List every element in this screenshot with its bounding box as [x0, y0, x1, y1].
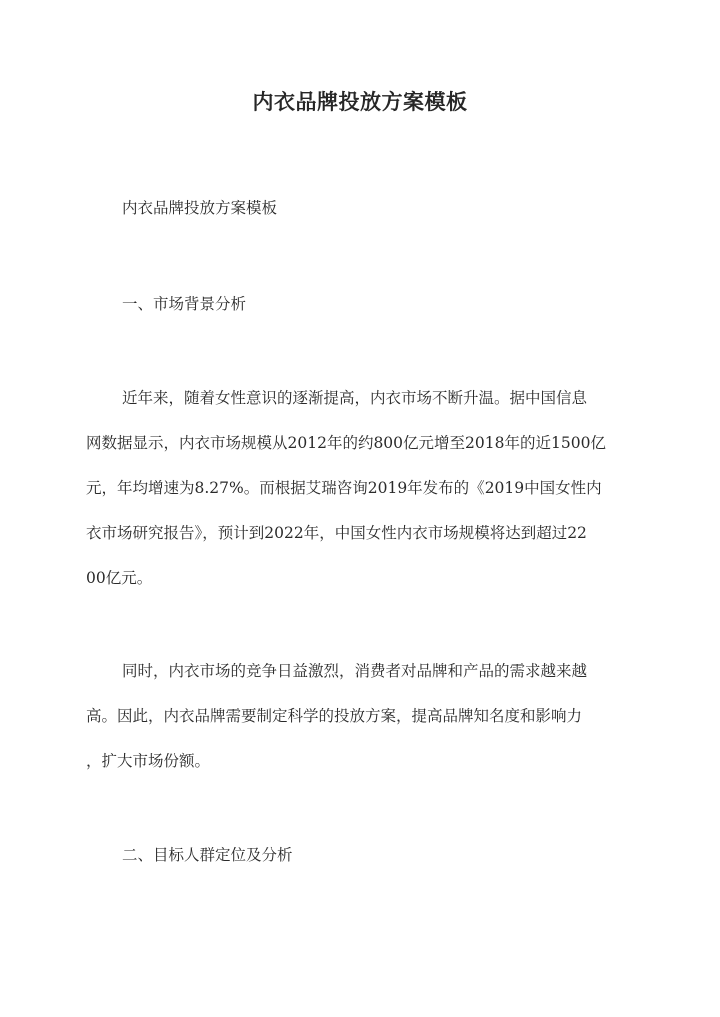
document-subtitle: 内衣品牌投放方案模板 [122, 199, 278, 217]
section-heading-target-audience: 二、目标人群定位及分析 [122, 846, 293, 864]
paragraph-line: 元，年均增速为8.27%。而根据艾瑞咨询2019年发布的《2019中国女性内 [86, 479, 602, 497]
paragraph-line: 网数据显示，内衣市场规模从2012年的约800亿元增至2018年的近1500亿 [86, 434, 606, 452]
paragraph-line: ，扩大市场份额。 [86, 752, 211, 770]
section-heading-market-background: 一、市场背景分析 [122, 295, 247, 313]
paragraph-line: 近年来，随着女性意识的逐渐提高，内衣市场不断升温。据中国信息 [122, 389, 588, 407]
paragraph-line: 00亿元。 [86, 569, 153, 587]
document-title: 内衣品牌投放方案模板 [252, 89, 468, 114]
paragraph-line: 高。因此，内衣品牌需要制定科学的投放方案，提高品牌知名度和影响力 [86, 707, 583, 725]
paragraph-line: 衣市场研究报告》，预计到2022年，中国女性内衣市场规模将达到超过22 [86, 524, 587, 542]
paragraph-line: 同时，内衣市场的竞争日益激烈，消费者对品牌和产品的需求越来越 [122, 662, 588, 680]
